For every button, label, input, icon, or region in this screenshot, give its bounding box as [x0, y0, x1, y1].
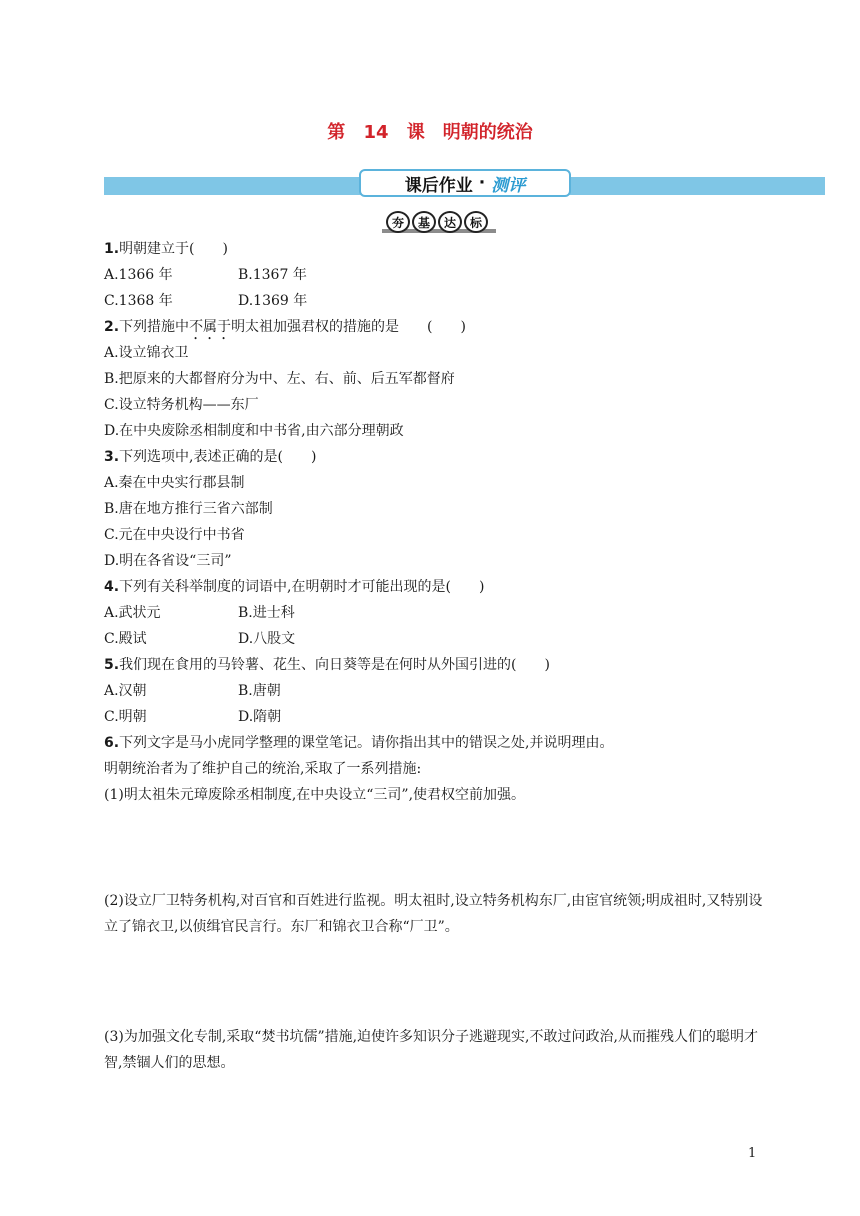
option-row [104, 704, 764, 730]
question-emphasis: 不属于 [189, 319, 232, 335]
option: A.设立锦衣卫 [104, 345, 189, 361]
question-number: 5. [104, 657, 120, 673]
option: D.1369 年 [238, 293, 308, 309]
question-list [104, 236, 764, 1076]
question-text: 下列选项中,表述正确的是( ) [119, 449, 317, 465]
option: D.隋朝 [238, 709, 282, 725]
question-stem [104, 574, 764, 600]
option-row [104, 626, 764, 652]
banner-dot: · [478, 173, 486, 193]
option-row [104, 600, 764, 626]
option: B.唐在地方推行三省六部制 [104, 501, 273, 517]
option-row [104, 288, 764, 314]
option: C.殿试 [104, 631, 147, 647]
option: A.1366 年 [104, 267, 173, 283]
option: B.把原来的大都督府分为中、左、右、前、后五军都督府 [104, 371, 455, 387]
question-text: 下列文字是马小虎同学整理的课堂笔记。请你指出其中的错误之处,并说明理由。 [119, 735, 614, 751]
banner-right-text: 测评 [491, 175, 526, 196]
option-row [104, 262, 764, 288]
option: D.在中央废除丞相制度和中书省,由六部分理朝政 [104, 423, 404, 439]
question-number: 1. [104, 241, 120, 257]
note-item: (3)为加强文化专制,采取“焚书坑儒”措施,迫使许多知识分子逃避现实,不敢过问政治,从而摧残人们的聪明才智,禁锢人们的思想。 [104, 1029, 758, 1071]
question-number: 4. [104, 579, 120, 595]
question-stem [104, 236, 764, 262]
option: B.1367 年 [238, 267, 307, 283]
section-banner [359, 169, 571, 197]
question-text: 下列措施中 [119, 319, 190, 335]
option: B.进士科 [238, 605, 295, 621]
option: D.八股文 [238, 631, 296, 647]
banner-left-text: 课后作业 [404, 175, 473, 196]
option: C.元在中央设行中书省 [104, 527, 245, 543]
option: B.唐朝 [238, 683, 281, 699]
question-number: 6. [104, 735, 120, 751]
subsection-badge: 达 [438, 211, 462, 233]
question-stem [104, 444, 764, 470]
question-number: 2. [104, 319, 120, 335]
question-text: 明朝建立于( ) [119, 241, 228, 257]
question-stem [104, 652, 764, 678]
page-number: 1 [748, 1146, 757, 1161]
subsection-badge: 标 [464, 211, 488, 233]
subsection-badges [386, 211, 488, 233]
question-text: 我们现在食用的马铃薯、花生、向日葵等是在何时从外国引进的( ) [119, 657, 550, 673]
option: D.明在各省设“三司” [104, 553, 232, 569]
answer-space [104, 808, 764, 888]
subsection-badge: 基 [412, 211, 436, 233]
subsection-badge: 夯 [386, 211, 410, 233]
option: A.武状元 [104, 605, 161, 621]
answer-space [104, 940, 764, 1024]
option: A.汉朝 [104, 683, 147, 699]
note-item: (2)设立厂卫特务机构,对百官和百姓进行监视。明太祖时,设立特务机构东厂,由宦官统领;明成祖时,又特别设立了锦衣卫,以侦缉官民言行。东厂和锦衣卫合称“厂卫”。 [104, 893, 763, 935]
lesson-title: 第 14 课 明朝的统治 [327, 122, 533, 143]
option-row [104, 678, 764, 704]
question-stem [104, 314, 764, 340]
option: C.设立特务机构——东厂 [104, 397, 259, 413]
note-intro: 明朝统治者为了维护自己的统治,采取了一系列措施: [104, 761, 422, 777]
question-text: 下列有关科举制度的词语中,在明朝时才可能出现的是( ) [119, 579, 485, 595]
option: C.1368 年 [104, 293, 173, 309]
question-text: 明太祖加强君权的措施的是 ( ) [231, 319, 466, 335]
question-stem [104, 730, 764, 756]
option: A.秦在中央实行郡县制 [104, 475, 245, 491]
option: C.明朝 [104, 709, 147, 725]
note-item: (1)明太祖朱元璋废除丞相制度,在中央设立“三司”,使君权空前加强。 [104, 787, 526, 803]
question-number: 3. [104, 449, 120, 465]
